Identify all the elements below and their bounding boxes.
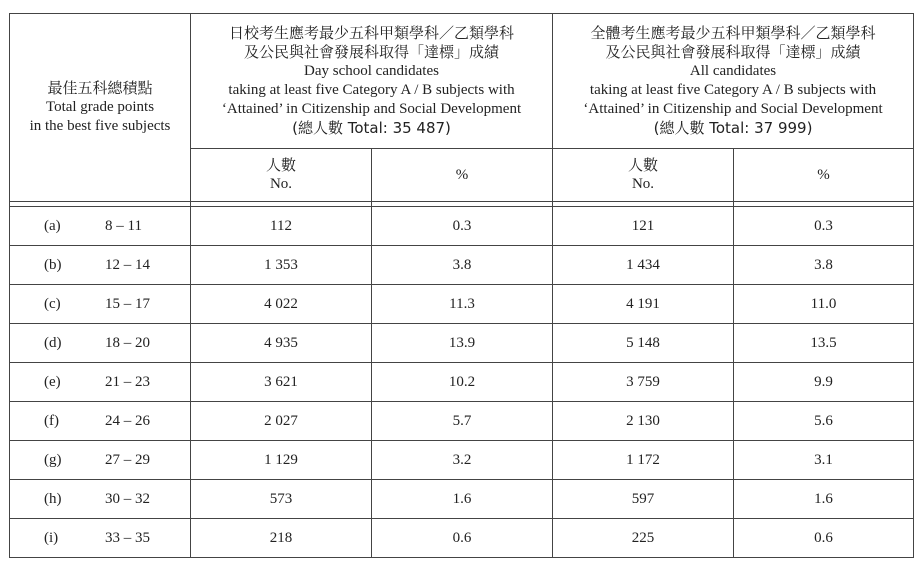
grade-band-cell: [10, 363, 191, 402]
grade-band-cell: [10, 480, 191, 519]
day-school-percent: 11.3: [372, 285, 553, 324]
grade-band-range: 27 – 29: [105, 452, 150, 468]
grade-band-range: 15 – 17: [105, 296, 150, 312]
grade-band-cell: [10, 285, 191, 324]
all-candidates-percent: 3.1: [734, 441, 914, 480]
all-candidates-header-en-2: taking at least five Category A / B subjects with: [589, 82, 877, 98]
day-school-header-zh-1: 日校考生應考最少五科甲類學科／乙類學科: [229, 24, 515, 42]
grade-band-label: (c): [44, 296, 61, 312]
table-row: [10, 402, 914, 441]
no-header-zh: 人數: [265, 156, 296, 174]
all-candidates-count: 1 172: [553, 441, 734, 480]
day-school-percent: 10.2: [372, 363, 553, 402]
all-candidates-percent: 5.6: [734, 402, 914, 441]
all-candidates-header-zh-1: 全體考生應考最少五科甲類學科／乙類學科: [590, 24, 876, 42]
grade-band-range: 21 – 23: [105, 374, 150, 390]
grade-band-cell: [10, 246, 191, 285]
day-school-count: 573: [191, 480, 372, 519]
all-candidates-count: 5 148: [553, 324, 734, 363]
table-row: [10, 285, 914, 324]
grade-band-cell: [10, 207, 191, 246]
day-school-header-en-1: Day school candidates: [304, 63, 439, 79]
all-candidates-count: 225: [553, 519, 734, 558]
grade-band-cell: [10, 519, 191, 558]
day-school-percent: 3.8: [372, 246, 553, 285]
all-candidates-count: 4 191: [553, 285, 734, 324]
day-school-total: (總人數 Total: 35 487): [292, 119, 451, 137]
no-header-en: No.: [269, 176, 293, 192]
day-school-count: 112: [191, 207, 372, 246]
all-candidates-count: 3 759: [553, 363, 734, 402]
table-row: [10, 207, 914, 246]
grade-band-cell: [10, 402, 191, 441]
day-school-header-en-2: taking at least five Category A / B subjects with: [228, 82, 515, 98]
day-school-count: 2 027: [191, 402, 372, 441]
all-candidates-count: 1 434: [553, 246, 734, 285]
grade-band-range: 24 – 26: [105, 413, 150, 429]
all-candidates-percent: 3.8: [734, 246, 914, 285]
day-school-count: 4 022: [191, 285, 372, 324]
day-school-no-header: [191, 149, 372, 202]
all-candidates-percent: 0.3: [734, 207, 914, 246]
table-body: [10, 202, 914, 558]
all-candidates-percent: 9.9: [734, 363, 914, 402]
all-candidates-count: 2 130: [553, 402, 734, 441]
grade-band-label: (e): [44, 374, 61, 390]
grade-band-range: 30 – 32: [105, 491, 150, 507]
day-school-count: 4 935: [191, 324, 372, 363]
table-row: [10, 324, 914, 363]
no-header-en: No.: [631, 176, 655, 192]
all-candidates-percent: 0.6: [734, 519, 914, 558]
day-school-percent: 1.6: [372, 480, 553, 519]
day-school-count: 1 129: [191, 441, 372, 480]
grade-points-table: [9, 13, 914, 558]
day-school-header-zh-2: 及公民與社會發展科取得「達標」成績: [244, 43, 500, 61]
grade-points-header-en-2: in the best five subjects: [29, 118, 171, 134]
day-school-percent: 5.7: [372, 402, 553, 441]
grade-band-range: 18 – 20: [105, 335, 150, 351]
day-school-percent: 13.9: [372, 324, 553, 363]
all-candidates-percent: 11.0: [734, 285, 914, 324]
grade-band-range: 8 – 11: [105, 218, 142, 234]
all-candidates-no-header: [553, 149, 734, 202]
all-candidates-header-zh-2: 及公民與社會發展科取得「達標」成績: [605, 43, 861, 61]
grade-band-label: (d): [44, 335, 62, 351]
day-school-count: 1 353: [191, 246, 372, 285]
grade-band-label: (b): [44, 257, 62, 273]
all-candidates-header: [553, 14, 914, 149]
grade-band-label: (g): [44, 452, 62, 468]
grade-points-header-zh: 最佳五科總積點: [47, 79, 153, 97]
no-header-zh: 人數: [628, 156, 659, 174]
all-candidates-total: (總人數 Total: 37 999): [653, 119, 813, 137]
grade-band-label: (f): [44, 413, 59, 429]
table-row: [10, 246, 914, 285]
day-school-percent: 3.2: [372, 441, 553, 480]
day-school-percent: 0.3: [372, 207, 553, 246]
day-school-header-en-3: ‘Attained’ in Citizenship and Social Development: [221, 101, 522, 117]
all-candidates-count: 121: [553, 207, 734, 246]
grade-points-header: [10, 14, 191, 202]
day-school-count: 3 621: [191, 363, 372, 402]
all-candidates-percent: 1.6: [734, 480, 914, 519]
table-row: [10, 480, 914, 519]
grade-band-cell: [10, 441, 191, 480]
grade-band-label: (i): [44, 530, 59, 546]
grade-band-label: (a): [44, 218, 61, 234]
day-school-percent-header: %: [372, 149, 553, 202]
table-row: [10, 441, 914, 480]
grade-band-range: 33 – 35: [105, 530, 150, 546]
table-row: [10, 363, 914, 402]
grade-band-cell: [10, 324, 191, 363]
grade-points-header-en-1: Total grade points: [45, 99, 155, 115]
day-school-header: [191, 14, 553, 149]
all-candidates-header-en-1: All candidates: [689, 63, 777, 79]
table-row: [10, 519, 914, 558]
all-candidates-count: 597: [553, 480, 734, 519]
grade-band-range: 12 – 14: [105, 257, 150, 273]
all-candidates-percent: 13.5: [734, 324, 914, 363]
all-candidates-header-en-3: ‘Attained’ in Citizenship and Social Development: [583, 101, 883, 117]
day-school-count: 218: [191, 519, 372, 558]
all-candidates-percent-header: %: [734, 149, 914, 202]
grade-band-label: (h): [44, 491, 62, 507]
day-school-percent: 0.6: [372, 519, 553, 558]
